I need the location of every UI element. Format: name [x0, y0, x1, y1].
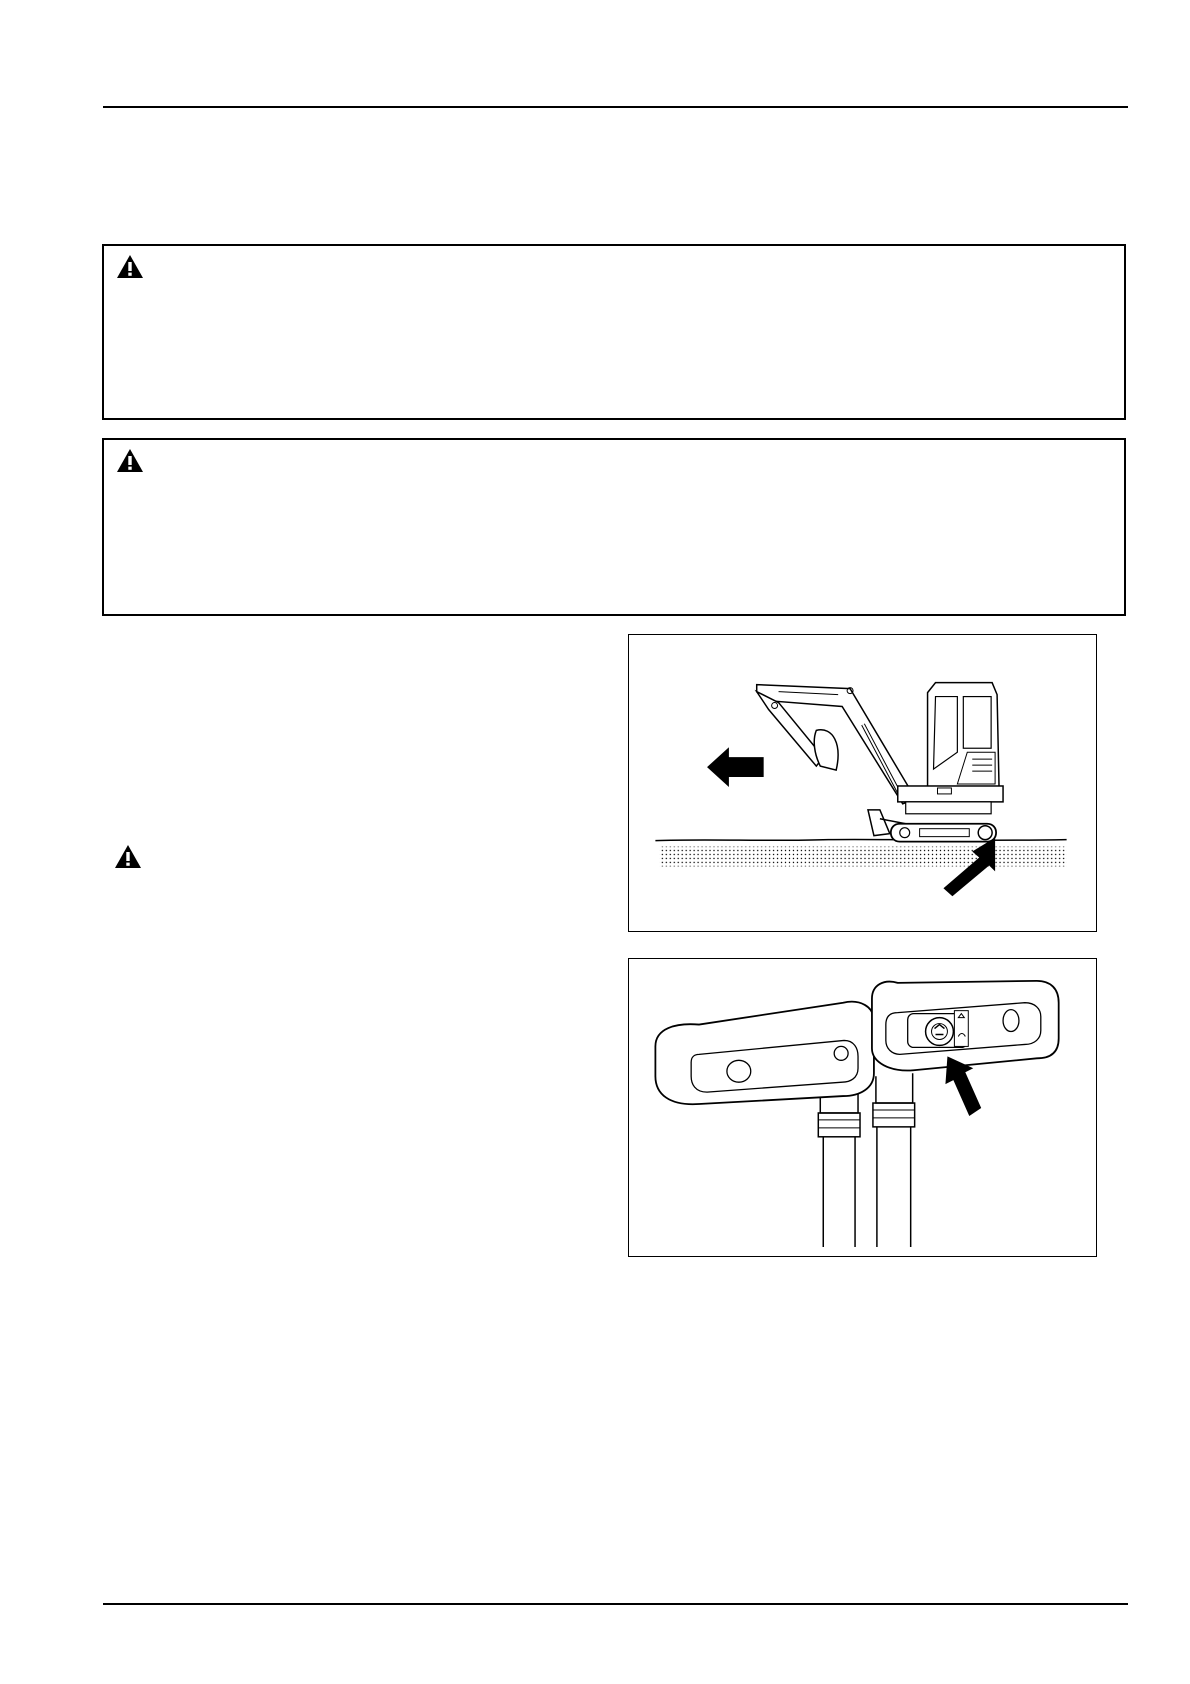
direction-arrow-icon — [707, 747, 764, 787]
warning-triangle-icon — [114, 844, 142, 869]
warning-triangle-icon — [116, 254, 144, 279]
joystick-button-figure — [628, 958, 1097, 1257]
warning-box — [102, 438, 1126, 616]
warning-triangle-icon — [116, 448, 144, 473]
excavator-travel-illustration — [629, 635, 1096, 931]
joystick-travel-speed-button-illustration — [629, 959, 1096, 1256]
travel-speed-button — [926, 1018, 954, 1046]
pointer-arrow-icon — [945, 1056, 981, 1116]
footer-rule — [103, 1603, 1128, 1605]
pointer-arrow-icon — [943, 838, 995, 897]
header-rule — [103, 106, 1128, 108]
excavator-travel-figure — [628, 634, 1097, 932]
warning-box — [102, 244, 1126, 420]
